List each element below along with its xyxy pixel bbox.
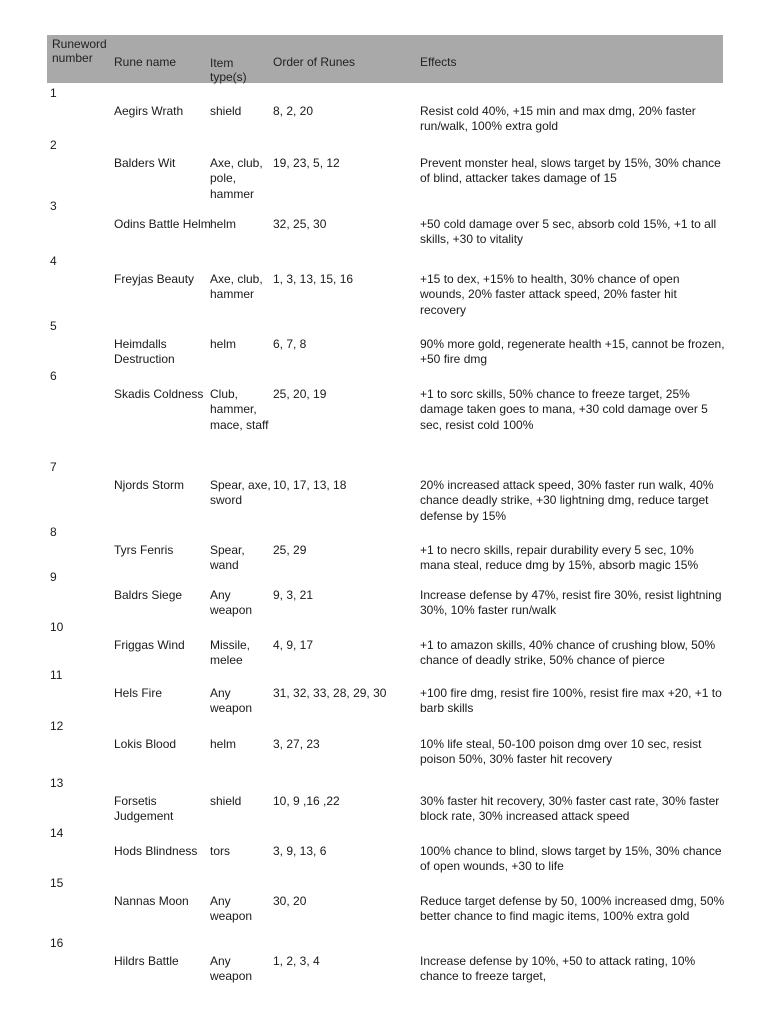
rune-name: Lokis Blood [114, 737, 177, 751]
order-of-runes: 30, 20 [273, 894, 307, 908]
effects: 20% increased attack speed, 30% faster run walk, 40% chance deadly strike, +30 lightning dmg, reduce target defense by 15% [420, 478, 714, 523]
table-row [47, 316, 723, 366]
rune-name: Freyjas Beauty [114, 272, 195, 286]
effects: +1 to necro skills, repair durability every 5 sec, 10% mana steal, reduce dmg by 15%, absorb magic 15% [420, 543, 699, 573]
runeword-number: 14 [50, 826, 64, 840]
order-of-runes: 1, 2, 3, 4 [273, 954, 320, 968]
table-row [47, 773, 723, 823]
table-header [47, 35, 723, 83]
table-row [47, 665, 723, 716]
effects: +1 to sorc skills, 50% chance to freeze target, 25% damage taken goes to mana, +30 cold damage over 5 sec, resist cold 100% [420, 387, 708, 432]
effects: +50 cold damage over 5 sec, absorb cold 15%, +1 to all skills, +30 to vitality [420, 217, 717, 247]
rune-name: Hildrs Battle [114, 954, 179, 968]
item-types: Axe, club, hammer [210, 272, 263, 302]
item-types: Missile, melee [210, 638, 251, 668]
table-row [47, 135, 723, 201]
runeword-table [47, 35, 723, 993]
header-runeword-number: Runeword number [52, 37, 107, 65]
table-row [47, 823, 723, 873]
order-of-runes: 19, 23, 5, 12 [273, 156, 340, 170]
effects: +15 to dex, +15% to health, 30% chance of open wounds, 20% faster attack speed, 20% faster hit recovery [420, 272, 680, 317]
table-row [47, 522, 723, 573]
runeword-number: 8 [50, 525, 57, 539]
table-row [47, 933, 723, 993]
table-row [47, 366, 723, 457]
order-of-runes: 9, 3, 21 [273, 588, 314, 602]
item-types: Axe, club, pole, hammer [210, 156, 263, 201]
table-row [47, 716, 723, 773]
effects: Increase defense by 10%, +50 to attack rating, 10% chance to freeze target, [420, 954, 696, 984]
order-of-runes: 31, 32, 33, 28, 29, 30 [273, 686, 387, 700]
header-rune-name: Rune name [114, 55, 177, 69]
rune-name: Skadis Coldness [114, 387, 204, 401]
order-of-runes: 3, 9, 13, 6 [273, 844, 327, 858]
runeword-number: 10 [50, 620, 64, 634]
table-row [47, 83, 723, 135]
order-of-runes: 8, 2, 20 [273, 104, 314, 118]
rune-name: Hels Fire [114, 686, 163, 700]
runeword-number: 12 [50, 719, 64, 733]
item-types: shield [210, 794, 242, 808]
table-body [47, 83, 723, 993]
effects: 100% chance to blind, slows target by 15%, 30% chance of open wounds, +30 to life [420, 844, 722, 874]
effects: +1 to amazon skills, 40% chance of crushing blow, 50% chance of deadly strike, 50% chance of pierce [420, 638, 716, 668]
runeword-number: 1 [50, 86, 57, 100]
rune-name: Balders Wit [114, 156, 176, 170]
item-types: shield [210, 104, 242, 118]
item-types: Spear, wand [210, 543, 245, 573]
order-of-runes: 4, 9, 17 [273, 638, 314, 652]
effects: Prevent monster heal, slows target by 15%, 30% chance of blind, attacker takes damage of 15 [420, 156, 721, 186]
order-of-runes: 1, 3, 13, 15, 16 [273, 272, 354, 286]
item-types: Any weapon [210, 686, 253, 716]
runeword-number: 7 [50, 460, 57, 474]
runeword-number: 13 [50, 776, 64, 790]
item-types: Any weapon [210, 588, 253, 618]
rune-name: Njords Storm [114, 478, 185, 492]
rune-name: Baldrs Siege [114, 588, 183, 602]
table-row [47, 873, 723, 933]
rune-name: Hods Blindness [114, 844, 198, 858]
item-types: tors [210, 844, 231, 858]
order-of-runes: 10, 17, 13, 18 [273, 478, 347, 492]
item-types: Any weapon [210, 954, 253, 984]
table-row [47, 196, 723, 251]
header-order-of-runes: Order of Runes [273, 55, 356, 69]
item-types: helm [210, 217, 237, 231]
runeword-number: 2 [50, 138, 57, 152]
header-effects: Effects [420, 55, 457, 69]
effects: Reduce target defense by 50, 100% increased dmg, 50% better chance to find magic items, 100% extra gold [420, 894, 725, 924]
order-of-runes: 25, 29 [273, 543, 307, 557]
effects: 10% life steal, 50-100 poison dmg over 10 sec, resist poison 50%, 30% faster hit recovery [420, 737, 702, 767]
order-of-runes: 10, 9 ,16 ,22 [273, 794, 340, 808]
runeword-number: 4 [50, 254, 57, 268]
item-types: helm [210, 337, 237, 351]
table-row [47, 567, 723, 617]
table-row [47, 457, 723, 522]
runeword-number: 3 [50, 199, 57, 213]
table-row [47, 617, 723, 668]
order-of-runes: 25, 20, 19 [273, 387, 327, 401]
rune-name: Tyrs Fenris [114, 543, 174, 557]
effects: +100 fire dmg, resist fire 100%, resist fire max +20, +1 to barb skills [420, 686, 722, 716]
order-of-runes: 6, 7, 8 [273, 337, 307, 351]
rune-name: Nannas Moon [114, 894, 189, 908]
rune-name: Heimdalls Destruction [114, 337, 175, 367]
effects: Increase defense by 47%, resist fire 30%, resist lightning 30%, 10% faster run/walk [420, 588, 722, 618]
runeword-number: 6 [50, 369, 57, 383]
item-types: Spear, axe, sword [210, 478, 271, 508]
runeword-number: 15 [50, 876, 64, 890]
runeword-number: 11 [50, 668, 63, 682]
header-item-types: Item type(s) [210, 56, 247, 84]
runeword-number: 16 [50, 936, 64, 950]
item-types: Any weapon [210, 894, 253, 924]
item-types: Club, hammer, mace, staff [210, 387, 269, 432]
effects: 90% more gold, regenerate health +15, cannot be frozen, +50 fire dmg [420, 337, 725, 367]
rune-name: Odins Battle Helm [114, 217, 211, 231]
order-of-runes: 32, 25, 30 [273, 217, 327, 231]
table-row [47, 251, 723, 316]
rune-name: Friggas Wind [114, 638, 185, 652]
order-of-runes: 3, 27, 23 [273, 737, 320, 751]
runeword-number: 9 [50, 570, 57, 584]
rune-name: Aegirs Wrath [114, 104, 184, 118]
effects: Resist cold 40%, +15 min and max dmg, 20% faster run/walk, 100% extra gold [420, 104, 696, 134]
effects: 30% faster hit recovery, 30% faster cast rate, 30% faster block rate, 30% increased attack speed [420, 794, 720, 824]
item-types: helm [210, 737, 237, 751]
rune-name: Forsetis Judgement [114, 794, 174, 824]
runeword-number: 5 [50, 319, 57, 333]
